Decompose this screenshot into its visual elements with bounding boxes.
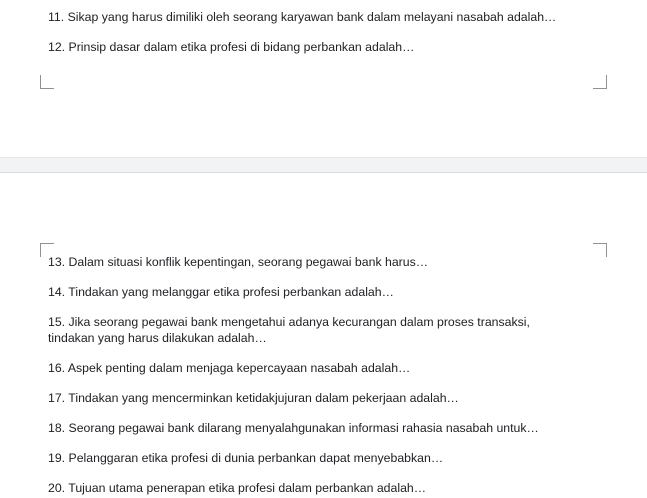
list-item: 15. Jika seorang pegawai bank mengetahui adanya kecurangan dalam proses transaksi, tindakan yang harus dilakukan adalah… [48,315,530,345]
question-list-lower [48,173,599,496]
list-item: 13. Dalam situasi konflik kepentingan, seorang pegawai bank harus… [48,255,429,269]
list-item: 11. Sikap yang harus dimiliki oleh seorang karyawan bank dalam melayani nasabah adalah… [48,10,557,24]
list-item: 17. Tindakan yang mencerminkan ketidakjujuran dalam pekerjaan adalah… [48,391,459,405]
document-page-upper [0,0,647,157]
margin-mark-bottom-left-icon [40,75,54,89]
margin-mark-top-left-icon [40,243,54,257]
margin-mark-top-right-icon [593,243,607,257]
document-page-lower [0,173,647,498]
list-item: 16. Aspek penting dalam menjaga kepercayaan nasabah adalah… [48,361,411,375]
list-item: 12. Prinsip dasar dalam etika profesi di bidang perbankan adalah… [48,40,415,54]
list-item: 20. Tujuan utama penerapan etika profesi dalam perbankan adalah… [48,481,427,495]
list-item: 19. Pelanggaran etika profesi di dunia perbankan dapat menyebabkan… [48,451,444,465]
question-list-upper [48,0,599,55]
page-separator [0,157,647,173]
list-item: 14. Tindakan yang melanggar etika profesi perbankan adalah… [48,285,394,299]
list-item: 18. Seorang pegawai bank dilarang menyalahgunakan informasi rahasia nasabah untuk… [48,421,539,435]
margin-mark-bottom-right-icon [593,75,607,89]
